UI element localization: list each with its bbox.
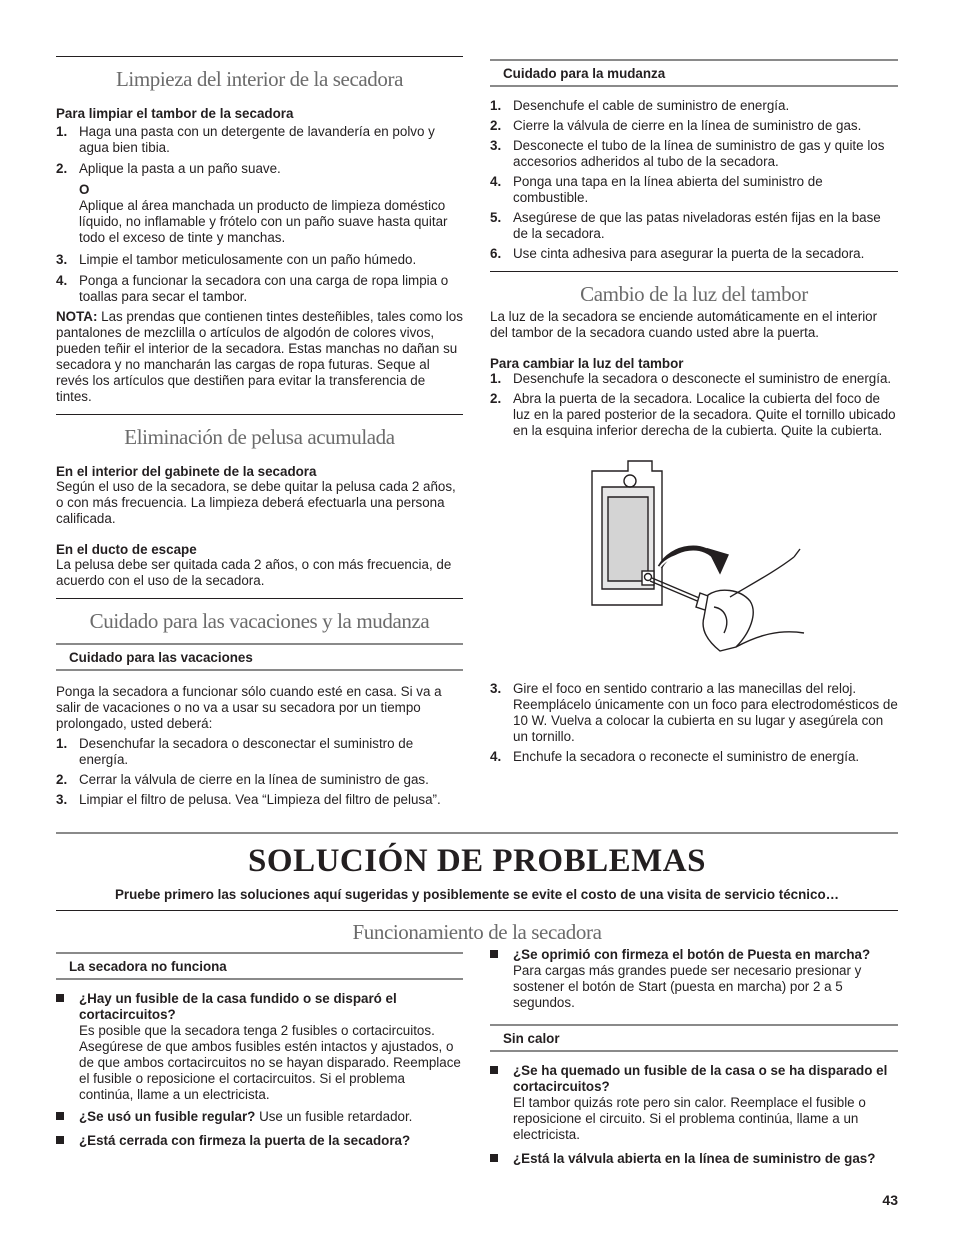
divider [56,56,463,57]
list-item: 2. Cierre la válvula de cierre en la línea de suministro de gas. [490,118,862,133]
section-title-vacaciones: Cuidado para las vacaciones y la mudanza [89,609,430,633]
luz-intro: La luz de la secadora se enciende automáticamente en el interior del tambor de la secadora cuando usted abre la puerta. [490,309,878,340]
divider [56,598,463,599]
list-item: 3. Limpiar el filtro de pelusa. Vea “Limpieza del filtro de pelusa”. [56,792,441,807]
section-title-luz: Cambio de la luz del tambor [580,282,808,306]
divider [490,271,898,272]
pelusa-text-2: La pelusa debe ser quitada cada 2 años, o con más frecuencia, de acuerdo con el uso de la secadora. [56,557,452,588]
pelusa-text-1: Según el uso de la secadora, se debe quitar la pelusa cada 2 años, o con más frecuencia. La limpieza deberá efectuarla una persona calificada. [56,479,456,526]
list-item: ¿Se usó un fusible regular? Use un fusible retardador. [56,1109,463,1125]
tagline: Pruebe primero las soluciones aquí sugeridas y posiblemente se evite el costo de una visita de servicio técnico… [114,887,840,902]
troubleshoot-right [490,947,898,1167]
list-item: 5. Asegúrese de que las patas niveladoras estén fijas en la base de la secadora. [490,210,881,241]
section-title-pelusa: Eliminación de pelusa acumulada [124,425,395,449]
section-title-funcionamiento: Funcionamiento de la secadora [352,920,602,944]
list-item: ¿Está la válvula abierta en la línea de suministro de gas? [490,1151,898,1167]
divider [56,910,898,911]
page-title: SOLUCIÓN DE PROBLEMAS [248,843,706,879]
left-column [56,56,463,808]
list-item: 3. Gire el foco en sentido contrario a las manecillas del reloj. Reemplácelo únicamente con un foco para electrodomésticos de 10 W. Vuelva a colocar la cubierta en su lugar y asegúrela con un tornillo. [490,681,898,744]
bullet-icon [490,950,498,958]
list-item: ¿Está cerrada con firmeza la puerta de la secadora? [56,1133,463,1149]
list-item: 3. Limpie el tambor meticulosamente con un paño húmedo. [56,252,417,267]
list-item: ¿Hay un fusible de la casa fundido o se disparó el cortacircuitos? Es posible que la secadora tenga 2 fusibles o cortacircuitos. Asegúrese de que ambos fusibles estén intactos y ajustados, o de que ambos cortacircuitos no se hayan disparado. Reemplace el fusible o reposicione el cortacircuitos. Si el problema continúa, llame a un electricista. [56,991,463,1103]
list-item: 3. Desconecte el tubo de la línea de suministro de gas y quite los accesorios adheridos al tubo de la secadora. [490,138,885,169]
list-item: 4. Ponga a funcionar la secadora con una carga de ropa limpia o toallas para secar el tambor. [56,273,449,304]
list-item: 6. Use cinta adhesiva para asegurar la puerta de la secadora. [490,246,865,261]
troubleshoot-left [56,952,463,1149]
vacaciones-steps [56,736,463,808]
divider [56,832,898,834]
box-header-vacaciones: Cuidado para las vacaciones [56,643,463,671]
bullet-icon [490,1154,498,1162]
light-cover-illustration [580,457,820,665]
mudanza-steps [490,98,898,262]
subhead-gabinete: En el interior del gabinete de la secadora [56,464,317,479]
bullet-icon [56,994,64,1002]
list-item: ¿Se oprimió con firmeza el botón de Puesta en marcha? Para cargas más grandes puede ser necesario presionar y sostener el botón de Start (puesta en marcha) por 2 a 5 segundos. [490,947,898,1011]
subhead-ducto: En el ducto de escape [56,542,197,557]
bullet-icon [56,1136,64,1144]
bullet-icon [56,1112,64,1120]
box-header-no-funciona: La secadora no funciona [56,952,463,980]
nota: NOTA: Las prendas que contienen tintes desteñibles, tales como los pantalones de mezclilla o artículos de algodón de colores vivos, pueden teñir el interior de la secadora. Estas manchas no dañan su secadora y no mancharán las cargas de ropa futuras. Seque al revés los artículos que destiñen para evitar la transferencia de tintes. [56,309,463,404]
list-item: 2. Abra la puerta de la secadora. Localice la cubierta del foco de luz en la pared posterior de la secadora. Quite el tornillo ubicado en la esquina inferior derecha de la cubierta. Quite la cubierta. [490,391,896,438]
list-item: 4. Ponga una tapa en la línea abierta del suministro de combustible. [490,174,823,205]
luz-steps-a [490,371,898,439]
or-label: O [79,182,90,197]
box-header-sin-calor: Sin calor [490,1024,898,1052]
bullet-icon [490,1066,498,1074]
right-column [490,59,898,765]
luz-steps-b [490,681,898,765]
list-item: 1. Desenchufe el cable de suministro de energía. [490,98,790,113]
page-number: 43 [882,1192,898,1208]
or-text: Aplique al área manchada un producto de limpieza doméstico líquido, no inflamable y frótelo con un paño suave hasta quitar todo el exceso de tinte y manchas. [79,198,448,245]
limpieza-steps [56,124,463,305]
list-item-alt [56,182,463,246]
subhead-limpiar-tambor: Para limpiar el tambor de la secadora [56,106,294,121]
vacaciones-intro: Ponga la secadora a funcionar sólo cuando esté en casa. Si va a salir de vacaciones o no va a usar su secadora por un tiempo prolongado, usted deberá: [56,684,442,731]
list-item: 2. Aplique la pasta a un paño suave. [56,161,281,176]
list-item: 4. Enchufe la secadora o reconecte el suministro de energía. [490,749,860,764]
list-item: ¿Se ha quemado un fusible de la casa o se ha disparado el cortacircuitos? El tambor quizás rote pero sin calor. Reemplace el fusible o reposicione el circuito. Si el problema continúa, llame a un electricista. [490,1063,898,1143]
list-item: 1. Haga una pasta con un detergente de lavandería en polvo y agua bien tibia. [56,124,435,155]
subhead-cambiar-luz: Para cambiar la luz del tambor [490,356,684,371]
divider [56,414,463,415]
list-item: 1. Desenchufar la secadora o desconectar el suministro de energía. [56,736,414,767]
list-item: 2. Cerrar la válvula de cierre en la línea de suministro de gas. [56,772,429,787]
section-title-limpieza: Limpieza del interior de la secadora [115,67,404,91]
list-item: 1. Desenchufe la secadora o desconecte el suministro de energía. [490,371,892,386]
box-header-mudanza: Cuidado para la mudanza [490,59,898,87]
